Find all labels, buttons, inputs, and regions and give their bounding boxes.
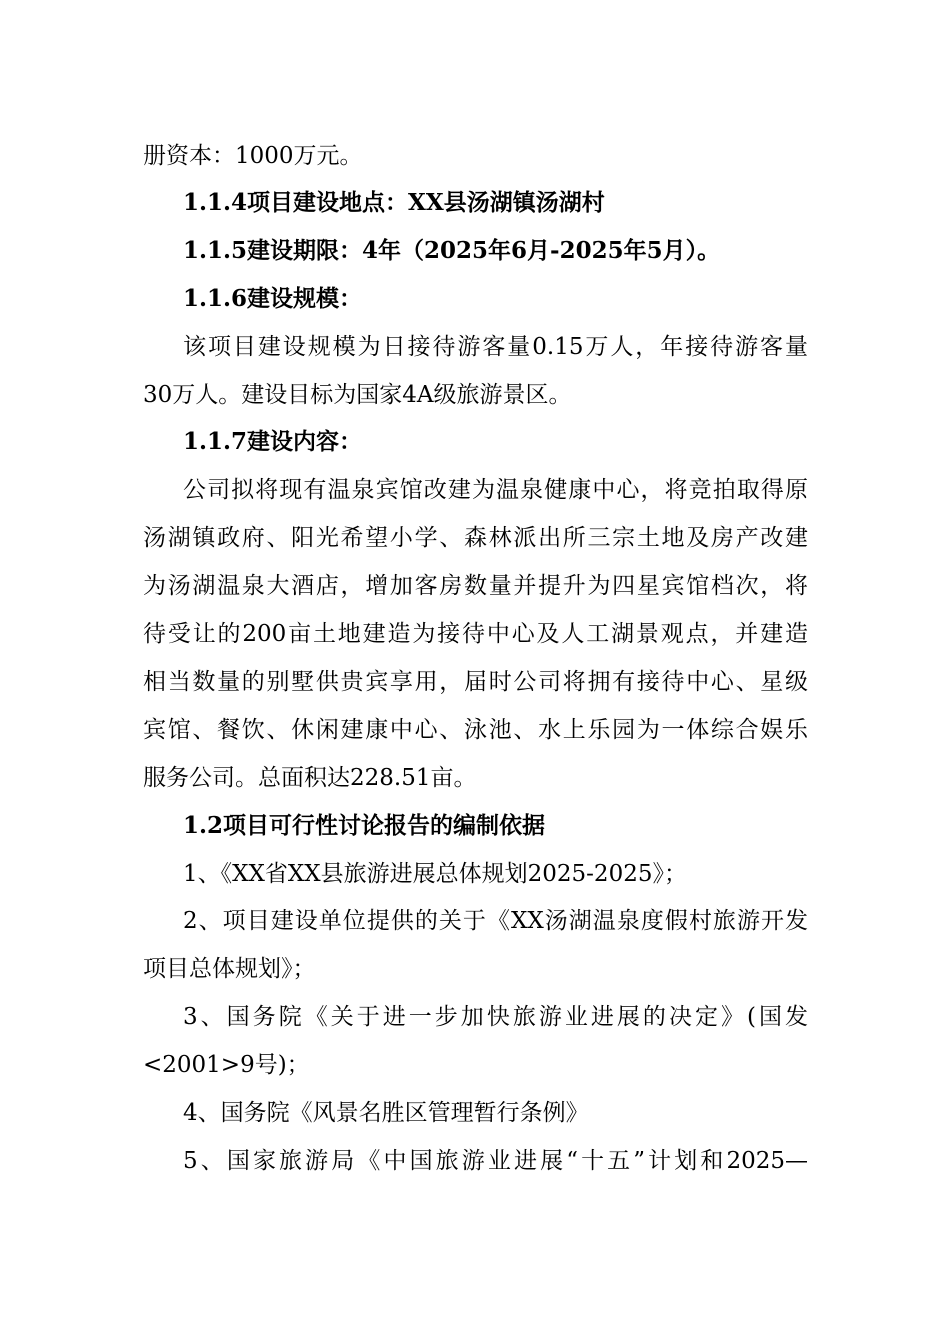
basis-item-3-line-2: <2001>9号)； xyxy=(143,1052,310,1078)
heading-1-1-7: 1.1.7建设内容： xyxy=(183,428,363,455)
heading-1-1-6: 1.1.6建设规模： xyxy=(183,285,363,312)
text-line-registered-capital: 册资本：1000万元。 xyxy=(143,143,363,169)
basis-item-1: 1、《XX省XX县旅游进展总体规划2025-2025》； xyxy=(183,861,687,887)
paragraph-content-line-3: 为汤湖温泉大酒店，增加客房数量并提升为四星宾馆档次，将 xyxy=(143,573,808,599)
paragraph-content-line-2: 汤湖镇政府、阳光希望小学、森林派出所三宗土地及房产改建 xyxy=(143,525,808,551)
basis-item-4: 4、国务院《风景名胜区管理暂行条例》 xyxy=(183,1100,589,1126)
heading-1-2: 1.2项目可行性讨论报告的编制依据 xyxy=(183,812,546,839)
basis-item-2-line-2: 项目总体规划》； xyxy=(143,956,316,982)
paragraph-content-line-6: 宾馆、餐饮、休闲建康中心、泳池、水上乐园为一体综合娱乐 xyxy=(143,717,808,743)
paragraph-content-line-4: 待受让的200亩土地建造为接待中心及人工湖景观点，并建造 xyxy=(143,621,808,647)
heading-1-1-5: 1.1.5建设期限：4年（2025年6月-2025年5月）。 xyxy=(183,237,721,264)
paragraph-content-line-7: 服务公司。总面积达228.51亩。 xyxy=(143,765,477,791)
basis-item-5-line-1: 5、国家旅游局《中国旅游业进展“十五”计划和2025— xyxy=(183,1148,808,1174)
paragraph-content-line-5: 相当数量的别墅供贵宾享用，届时公司将拥有接待中心、星级 xyxy=(143,669,808,695)
heading-1-1-4: 1.1.4项目建设地点：XX县汤湖镇汤湖村 xyxy=(183,189,605,216)
paragraph-scale-line-1: 该项目建设规模为日接待游客量0.15万人，年接待游客量 xyxy=(183,334,808,360)
paragraph-content-line-1: 公司拟将现有温泉宾馆改建为温泉健康中心，将竞拍取得原 xyxy=(183,477,808,503)
basis-item-2-line-1: 2、项目建设单位提供的关于《XX汤湖温泉度假村旅游开发 xyxy=(183,908,808,934)
paragraph-scale-line-2: 30万人。建设目标为国家4A级旅游景区。 xyxy=(143,382,572,408)
basis-item-3-line-1: 3、国务院《关于进一步加快旅游业进展的决定》(国发 xyxy=(183,1004,808,1030)
